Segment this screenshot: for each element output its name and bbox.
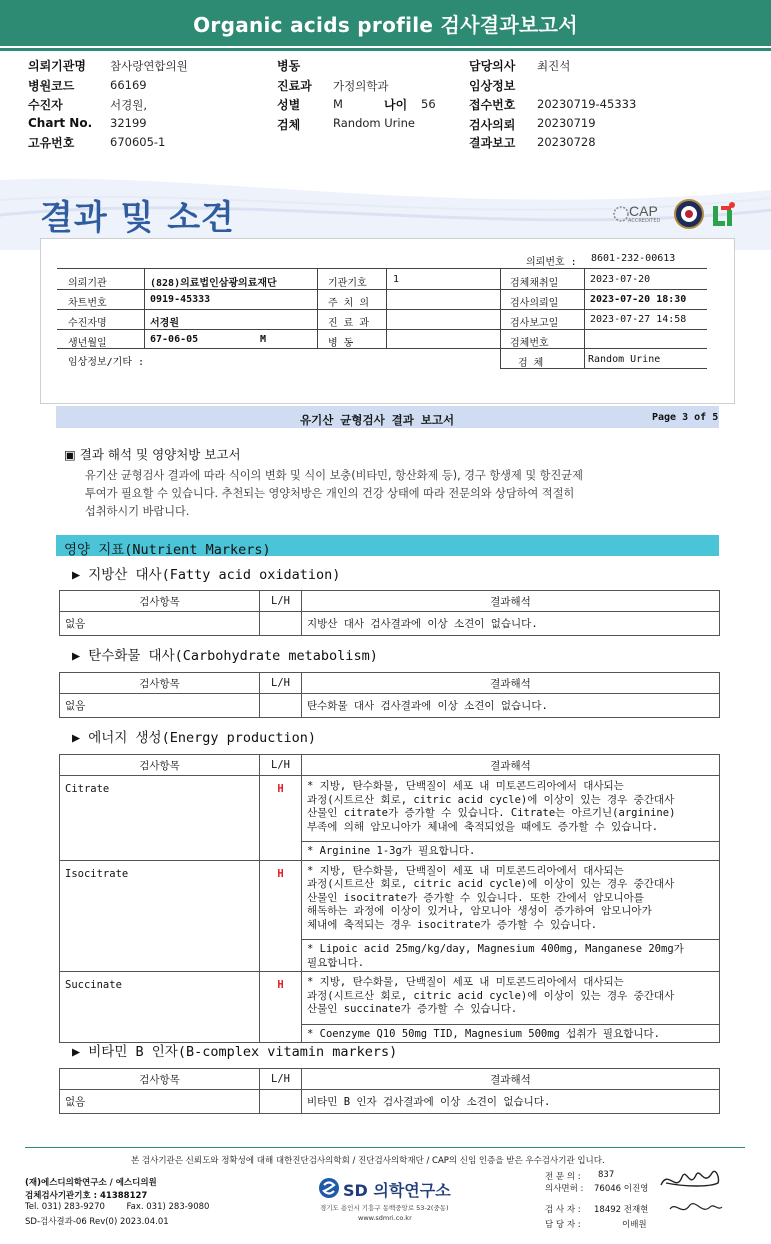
table-row xyxy=(60,860,720,972)
table-header-row xyxy=(60,755,720,776)
header-value: 참사랑연합의원 xyxy=(110,59,188,73)
info-value: 67-06-05 xyxy=(150,334,199,345)
energy-production-table xyxy=(59,754,720,1043)
footer-brand: SD 의학연구소 xyxy=(343,1181,451,1200)
item-cell: 없음 xyxy=(60,1090,260,1114)
header-value: 서경원, xyxy=(110,98,147,112)
info-label: 기관기호 xyxy=(328,278,367,289)
col-item: 검사항목 xyxy=(60,673,260,694)
header-label: 병동 xyxy=(277,59,301,73)
header-label: 검사의뢰 xyxy=(469,118,516,132)
page-indicator: Page 3 of 5 xyxy=(652,412,719,423)
info-value: 2023-07-20 xyxy=(590,274,651,285)
item-cell: Citrate xyxy=(60,776,260,861)
vitamin-b-table xyxy=(59,1068,720,1114)
interp-line: 산물인 succinate가 증가할 수 있습니다. xyxy=(307,1003,518,1015)
footer-staff-label: 전 문 의 : xyxy=(545,1172,581,1182)
col-interp: 결과해석 xyxy=(302,1069,720,1090)
request-number-label: 의뢰번호 : xyxy=(526,257,577,268)
sd-logo-icon xyxy=(318,1177,340,1199)
header-label: 검체 xyxy=(277,118,301,132)
interp-cell xyxy=(302,860,720,972)
col-interp: 결과해석 xyxy=(302,755,720,776)
header-label: 진료과 xyxy=(277,79,312,93)
item-cell: Succinate xyxy=(60,972,260,1043)
footer-website: www.sdmri.co.kr xyxy=(358,1214,412,1222)
col-item: 검사항목 xyxy=(60,591,260,612)
interp-title: ▣ 결과 해석 및 영양처방 보고서 xyxy=(64,447,241,462)
cap-logo xyxy=(612,203,672,225)
item-cell: 없음 xyxy=(60,694,260,718)
info-label: 검체채취일 xyxy=(510,278,559,289)
info-value: 0919-45333 xyxy=(150,294,211,305)
info-divider xyxy=(317,268,318,348)
footer-staff-label: 담 당 자 : xyxy=(545,1220,581,1230)
lh-cell xyxy=(260,1090,302,1114)
interp-line: 해독하는 과정에 이상이 있거나, 암모니아 생성이 증가하여 암모니아가 xyxy=(307,905,652,917)
footer-staff-value: 76046 이진영 xyxy=(594,1184,649,1194)
info-value: 서경원 xyxy=(150,318,179,329)
interp-cell: 비타민 B 인자 검사결과에 이상 소견이 없습니다. xyxy=(302,1090,720,1114)
info-label: 검체번호 xyxy=(510,338,549,349)
lh-cell xyxy=(260,612,302,636)
recommendation-note xyxy=(302,841,719,860)
interp-line: 섭취하시기 바랍니다. xyxy=(85,505,190,518)
header-label: 임상정보 xyxy=(469,79,516,93)
info-label: 검 체 xyxy=(518,358,544,369)
info-value: 1 xyxy=(393,274,400,285)
info-value: Random Urine xyxy=(588,354,661,365)
footer-org: (재)에스디의학연구소 / 에스디의원 xyxy=(25,1178,157,1188)
note-line: * Lipoic acid 25mg/kg/day, Magnesium 400mg, Manganese 20mg가 xyxy=(307,943,684,955)
header-label: 병원코드 xyxy=(28,79,75,93)
table-header-row xyxy=(60,1069,720,1090)
info-value: 2023-07-27 14:58 xyxy=(590,314,687,325)
interp-line: 과정(시트르산 회로, citric acid cycle)에 이상이 있는 경우 중간대사 xyxy=(307,878,675,890)
table-row xyxy=(60,612,720,636)
lh-cell xyxy=(260,694,302,718)
header-value: 20230719 xyxy=(537,116,596,130)
title-underline xyxy=(0,48,771,51)
interp-line: 투여가 필요할 수 있습니다. 추천되는 영양처방은 개인의 건강 상태에 따라 전문의와 상담하여 적절히 xyxy=(85,487,575,500)
info-rule xyxy=(57,268,707,269)
header-value: 56 xyxy=(421,97,436,111)
interp-line: 산물인 isocitrate가 증가할 수 있습니다. 또한 간에서 암모니아를 xyxy=(307,891,644,904)
table-row xyxy=(60,972,720,1043)
request-number: 8601-232-00613 xyxy=(591,253,676,264)
cap-text: CAP xyxy=(629,203,658,219)
subsection-title: ▶ 지방산 대사(Fatty acid oxidation) xyxy=(72,567,341,583)
header-value: Random Urine xyxy=(333,116,415,130)
info-value: (828)의료법인삼광의료재단 xyxy=(150,278,277,289)
table-header-row xyxy=(60,673,720,694)
col-interp: 결과해석 xyxy=(302,673,720,694)
footer-staff-value: 이배원 xyxy=(622,1220,647,1230)
footer-address: 경기도 용인시 기흥구 동백중앙로 53-2(중동) xyxy=(320,1204,449,1212)
lh-cell: H xyxy=(260,860,302,972)
footer-staff-value: 837 xyxy=(598,1170,615,1180)
carbohydrate-table xyxy=(59,672,720,718)
info-label: 임상정보/기타 : xyxy=(68,357,145,368)
signature-icon xyxy=(656,1163,726,1225)
col-item: 검사항목 xyxy=(60,755,260,776)
interp-cell: 탄수화물 대사 검사결과에 이상 소견이 없습니다. xyxy=(302,694,720,718)
fatty-acid-table xyxy=(59,590,720,636)
table-row xyxy=(60,1090,720,1114)
col-lh: L/H xyxy=(260,673,302,694)
report-title: 유기산 균형검사 결과 보고서 xyxy=(300,413,455,427)
lh-cell: H xyxy=(260,776,302,861)
info-label: 병 동 xyxy=(328,338,354,349)
header-label: 고유번호 xyxy=(28,136,75,150)
col-interp: 결과해석 xyxy=(302,591,720,612)
header-value: 최진석 xyxy=(537,59,571,73)
header-label: Chart No. xyxy=(28,116,93,130)
footer-phone: Tel. 031) 283-9270 Fax. 031) 283-9080 xyxy=(25,1202,210,1212)
header-value: 20230728 xyxy=(537,135,596,149)
info-rule xyxy=(57,329,707,330)
info-rule xyxy=(57,289,707,290)
info-rule xyxy=(57,309,707,310)
footer-rule xyxy=(25,1147,745,1148)
report-title-bar: Organic acids profile 검사결과보고서 xyxy=(0,0,771,46)
info-label: 검사의뢰일 xyxy=(510,298,559,309)
info-value: 2023-07-20 18:30 xyxy=(590,294,687,305)
item-cell: 없음 xyxy=(60,612,260,636)
section-title: 영양 지표(Nutrient Markers) xyxy=(64,542,271,558)
info-label: 의뢰기관 xyxy=(68,278,107,289)
interp-line: 산물인 citrate가 증가할 수 있습니다. Citrate는 아르기닌(arginine) xyxy=(307,807,676,819)
note-line: 필요합니다. xyxy=(307,956,365,969)
interp-line: 유기산 균형검사 결과에 따라 식이의 변화 및 식이 보충(비타민, 항산화제 등), 경구 항생제 및 항진균제 xyxy=(85,469,583,482)
info-label: 수진자명 xyxy=(68,318,107,329)
header-value: 66169 xyxy=(110,78,147,92)
interp-line: 부족에 의해 암모니아가 체내에 축적되었을 때에도 증가할 수 있습니다. xyxy=(307,820,659,833)
result-heading: 결과 및 소견 xyxy=(40,198,235,238)
footer-docno: SD-검사결과-06 Rev(0) 2023.04.01 xyxy=(25,1217,169,1227)
item-cell: Isocitrate xyxy=(60,860,260,972)
cap-sub: ACCREDITED xyxy=(628,218,661,224)
info-value: M xyxy=(260,334,267,345)
interp-paragraph xyxy=(85,467,583,521)
col-item: 검사항목 xyxy=(60,1069,260,1090)
info-label: 주 치 의 xyxy=(328,298,370,309)
info-divider xyxy=(500,268,501,368)
interp-line: 체내에 축적되는 경우 isocitrate가 증가할 수 있습니다. xyxy=(307,918,598,931)
footer-staff-label: 의사면허 : xyxy=(545,1184,584,1194)
interp-cell: 지방산 대사 검사결과에 이상 소견이 없습니다. xyxy=(302,612,720,636)
footer-notice: 본 검사기관은 신뢰도와 정확성에 대해 대한진단검사의학회 / 진단검사의학재단 / CAP의 신임 인증을 받은 우수검사기관 입니다. xyxy=(131,1156,605,1166)
header-value: M xyxy=(333,97,343,111)
subsection-title: ▶ 탄수화물 대사(Carbohydrate metabolism) xyxy=(72,648,378,664)
header-label: 의뢰기관명 xyxy=(28,59,86,73)
subsection-title: ▶ 에너지 생성(Energy production) xyxy=(72,730,317,746)
recommendation-note xyxy=(302,939,719,971)
header-value: 20230719-45333 xyxy=(537,97,637,111)
interp-line: * 지방, 탄수화물, 단백질이 세포 내 미토콘드리아에서 대사되는 xyxy=(307,780,624,792)
lh-cell: H xyxy=(260,972,302,1043)
col-lh: L/H xyxy=(260,755,302,776)
info-label: 진 료 과 xyxy=(328,318,370,329)
table-header-row xyxy=(60,591,720,612)
note-line: * Arginine 1-3g가 필요합니다. xyxy=(307,845,476,857)
header-value: 670605-1 xyxy=(110,135,166,149)
subsection-title: ▶ 비타민 B 인자(B-complex vitamin markers) xyxy=(72,1044,398,1060)
info-divider xyxy=(144,268,145,348)
header-label: 나이 xyxy=(384,98,408,112)
lm-logo-icon xyxy=(710,200,738,228)
info-label: 생년월일 xyxy=(68,338,107,349)
note-line: * Coenzyme Q10 50mg TID, Magnesium 500mg 섭취가 필요합니다. xyxy=(307,1027,660,1040)
footer-staff-label: 검 사 자 : xyxy=(545,1205,581,1215)
interp-line: 과정(시트르산 회로, citric acid cycle)에 이상이 있는 경우 중간대사 xyxy=(307,793,675,806)
info-label: 검사보고일 xyxy=(510,318,559,329)
interp-cell xyxy=(302,776,720,861)
header-label: 결과보고 xyxy=(469,136,516,150)
header-label: 수진자 xyxy=(28,98,63,112)
header-label: 성별 xyxy=(277,98,301,112)
info-divider xyxy=(584,268,585,368)
header-value: 가정의학과 xyxy=(333,79,389,93)
info-label: 차트번호 xyxy=(68,298,107,309)
header-value: 32199 xyxy=(110,116,147,130)
interp-line: * 지방, 탄수화물, 단백질이 세포 내 미토콘드리아에서 대사되는 xyxy=(307,976,624,988)
header-label: 접수번호 xyxy=(469,98,516,112)
footer-code: 검체검사기관기호 : 41388127 xyxy=(25,1191,148,1201)
info-divider xyxy=(386,268,387,348)
header-label: 담당의사 xyxy=(469,59,516,73)
interp-cell xyxy=(302,972,720,1043)
table-row xyxy=(60,694,720,718)
footer-staff-value: 18492 전재현 xyxy=(594,1205,649,1215)
col-lh: L/H xyxy=(260,1069,302,1090)
ksl-seal-icon xyxy=(673,198,705,230)
col-lh: L/H xyxy=(260,591,302,612)
table-row xyxy=(60,776,720,861)
interp-line: * 지방, 탄수화물, 단백질이 세포 내 미토콘드리아에서 대사되는 xyxy=(307,864,624,877)
info-rule xyxy=(57,348,707,349)
interp-line: 과정(시트르산 회로, citric acid cycle)에 이상이 있는 경우 중간대사 xyxy=(307,989,675,1002)
